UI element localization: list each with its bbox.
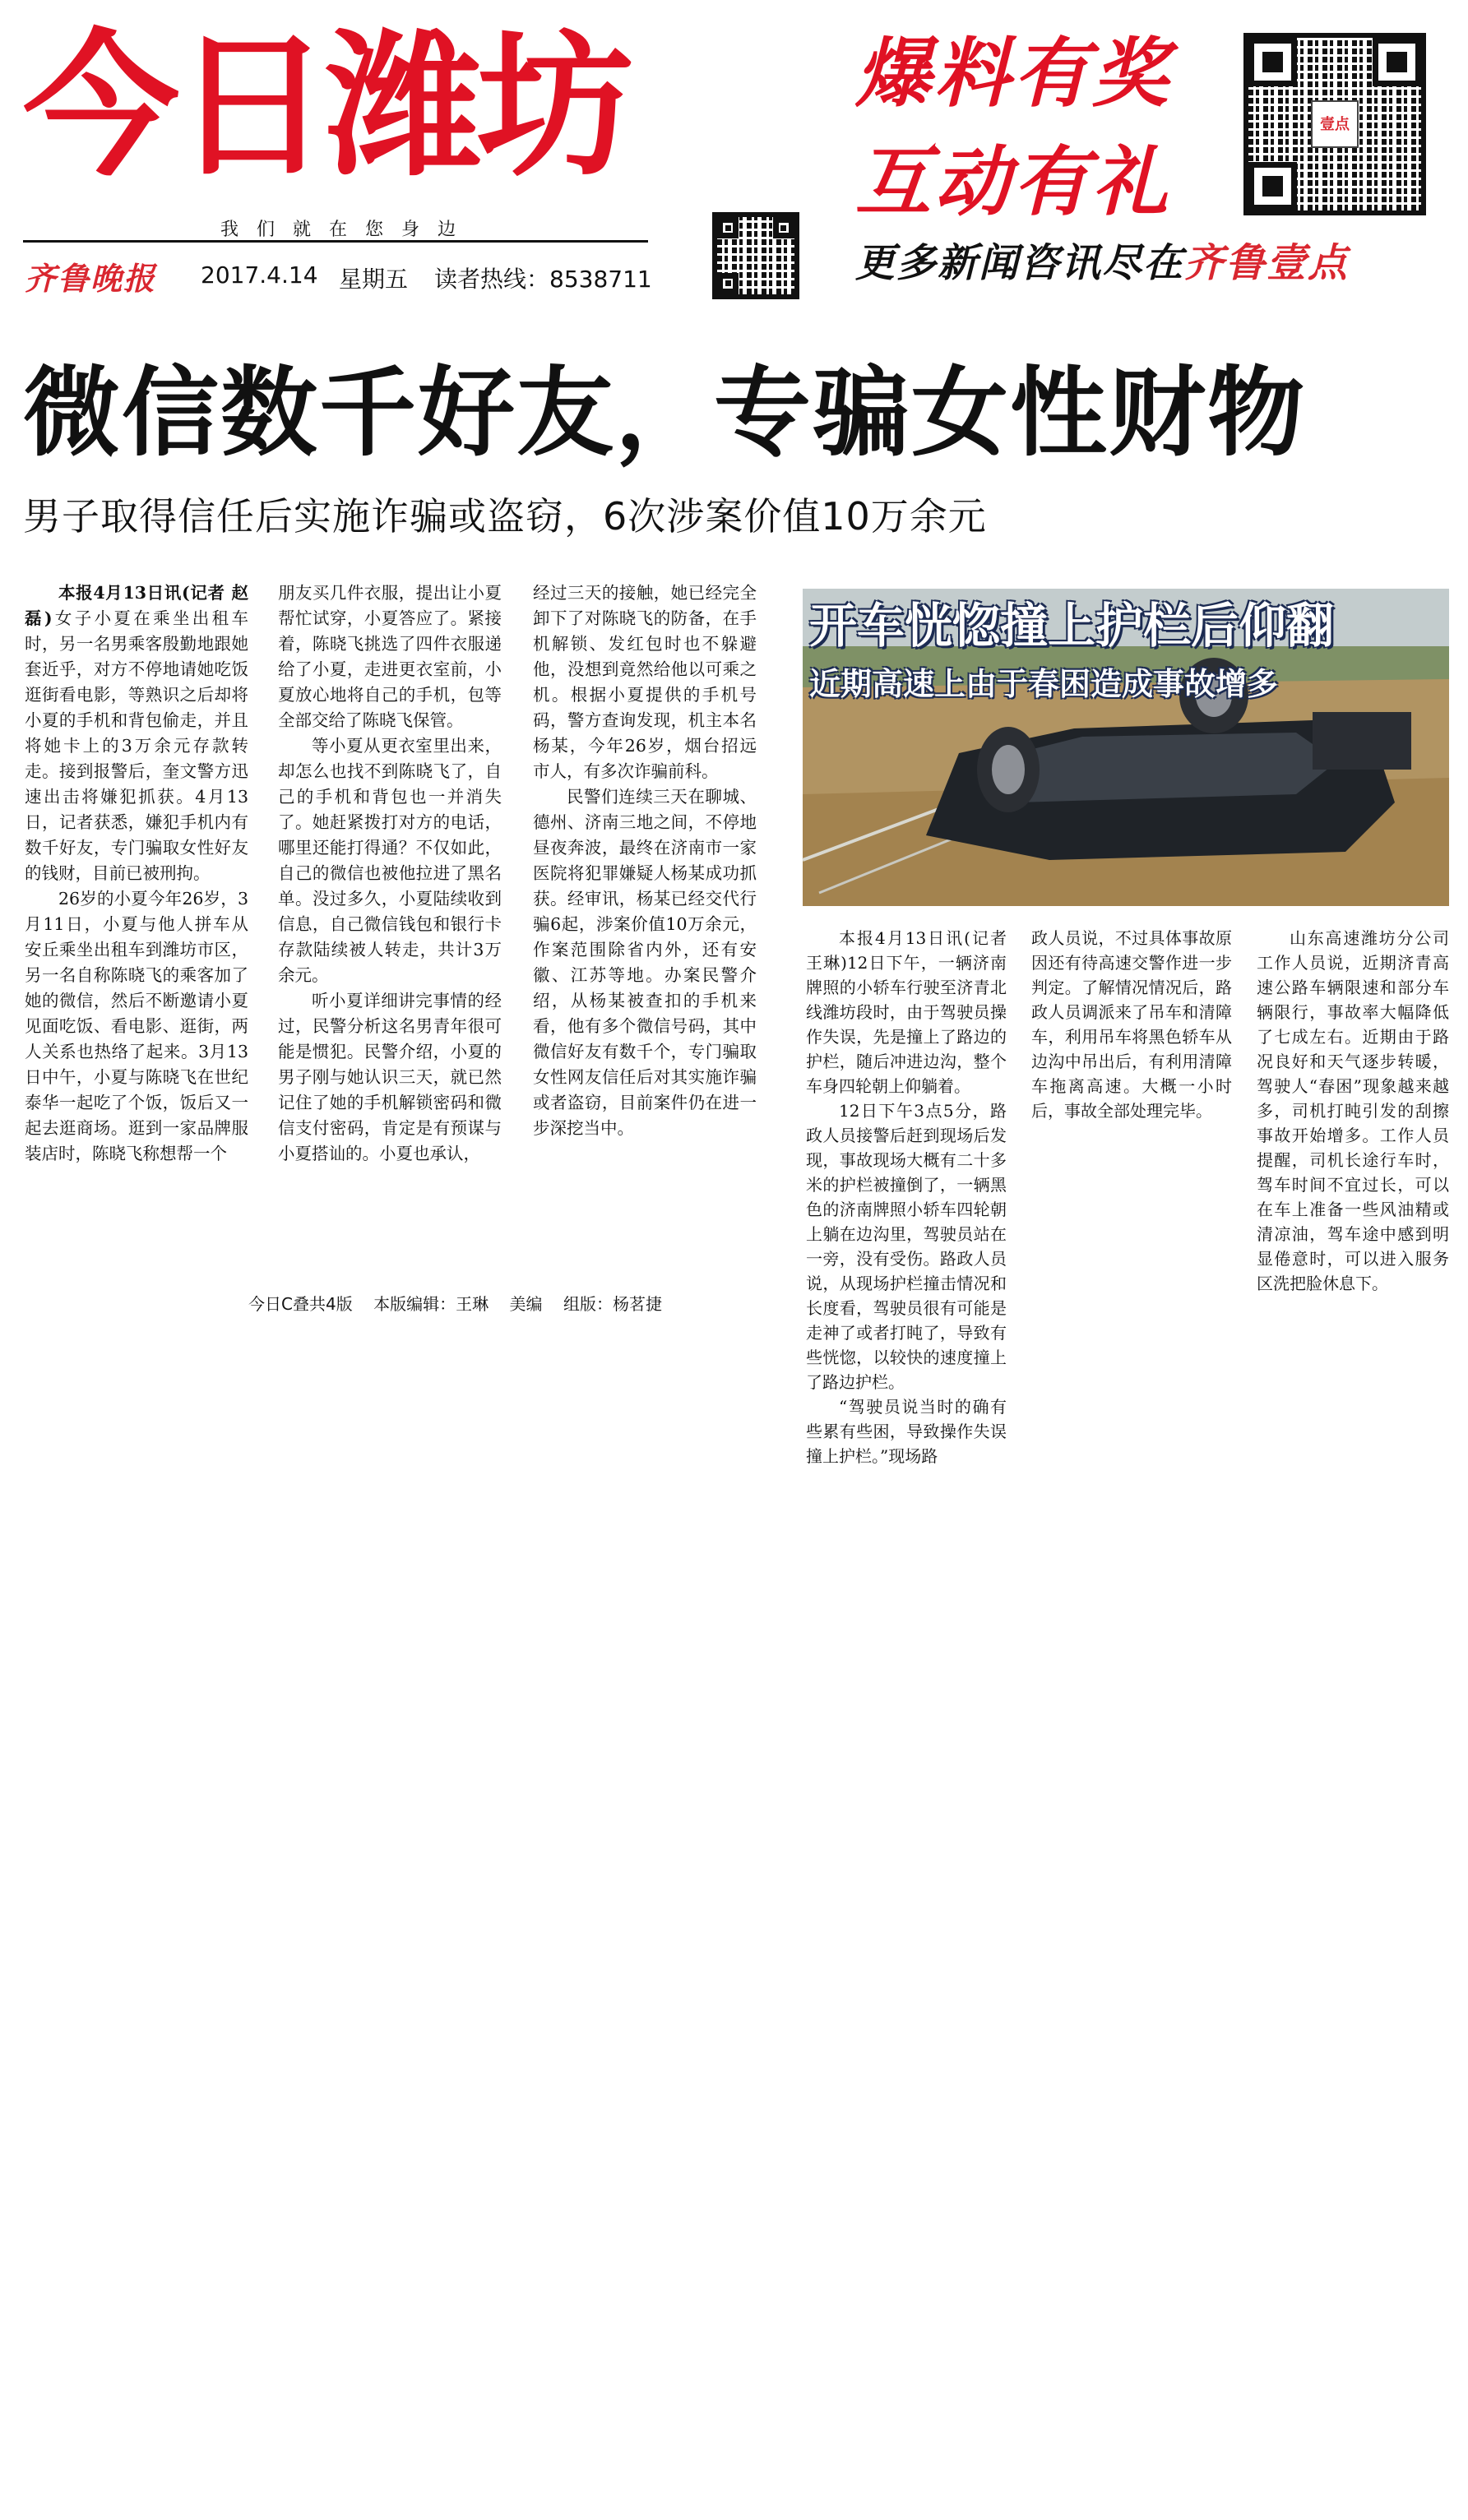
article-paragraph: 等小夏从更衣室里出来，却怎么也找不到陈晓飞了，自己的手机和背包也一并消失了。她赶紧拨打对方的电话，哪里还能打得通？不仅如此，自己的微信也被他拉进了黑名单。没过多久，小夏陆续收到信息，自己微信钱包和银行卡存款陆续被人转走，共计3万余元。 — [278, 736, 502, 985]
issue-date: 2017.4.14 — [201, 261, 318, 289]
promo-line-reward: 爆料有奖 — [855, 30, 1172, 118]
reader-hotline: 读者热线：8538711 — [434, 266, 652, 293]
dateline: 本报4月13日讯(记者 赵磊) — [25, 583, 248, 628]
paper-name-logo: 齐鲁晚报 — [25, 260, 157, 297]
article2-column-2 — [1031, 926, 1232, 1353]
qr-code-icon — [1243, 33, 1426, 215]
article-paragraph: 山东高速潍坊分公司工作人员说，近期济青高速公路车辆限速和部分车辆限行，事故率大幅降低了七成左右。近期由于路况良好和天气逐步转暖，驾驶人“春困”现象越来越多，司机打盹引发的刮擦事故开始增多。工作人员提醒，司机长途行车时，驾车时间不宜过长，可以在车上准备一些风油精或清凉油，驾车途中感到明显倦意时，可以进入服务区洗把脸休息下。 — [1257, 928, 1449, 1293]
photo-title: 开车恍惚撞上护栏后仰翻 — [809, 598, 1335, 654]
masthead-slogan: 我们就在您身边 — [220, 220, 475, 240]
promo-app-brand: 齐鲁壹点 — [1184, 240, 1350, 286]
article-paragraph: 经过三天的接触，她已经完全卸下了对陈晓飞的防备，在手机解锁、发红包时也不躲避他，没想到竟然给他以可乘之机。根据小夏提供的手机号码，警方查询发现，机主本名杨某，今年26岁，烟台招远市人，有多次诈骗前科。 — [533, 583, 757, 781]
article-column-1 — [25, 580, 248, 1830]
article-paragraph: 朋友买几件衣服，提出让小夏帮忙试穿，小夏答应了。紧接着，陈晓飞挑选了四件衣服递给了小夏，走进更衣室前，小夏放心地将自己的手机，包等全部交给了陈晓飞保管。 — [278, 583, 502, 730]
article2-column-3 — [1257, 926, 1449, 1353]
article-column-2 — [278, 580, 502, 1830]
article-paragraph: “驾驶员说当时的确有些累有些困，导致操作失误撞上护栏。”现场路 — [806, 1397, 1007, 1466]
photo-subtitle: 近期高速上由于春困造成事故增多 — [809, 666, 1279, 702]
article-column-3 — [533, 580, 757, 1830]
promo-line-app — [855, 238, 1349, 288]
page-credits: 今日C叠共4版 本版编辑：王琳 美编 组版：杨茗捷 — [248, 1294, 662, 1314]
article-paragraph: 26岁的小夏今年26岁，3月11日，小夏与他人拼车从安丘乘坐出租车到潍坊市区，另一名自称陈晓飞的乘客加了她的微信，然后不断邀请小夏见面吃饭、看电影、逛街，两人关系也热络了起来。3月13日中午，小夏与陈晓飞在世纪泰华一起吃了个饭，饭后又一起去逛商场。逛到一家品牌服装店时，陈晓飞称想帮一个 — [25, 889, 248, 1163]
subheadline: 男子取得信任后实施诈骗或盗窃，6次涉案价值10万余元 — [23, 494, 987, 539]
article-paragraph: 政人员说，不过具体事故原因还有待高速交警作进一步判定。了解情况情况后，路政人员调派来了吊车和清障车，利用吊车将黑色轿车从边沟中吊出后，有利用清障车拖离高速。大概一小时后，事故全部处理完毕。 — [1031, 928, 1232, 1121]
qr-code-icon — [712, 212, 799, 299]
qr-badge: 壹点 — [1311, 100, 1359, 149]
masthead-title: 今日潍坊 — [23, 16, 629, 197]
headline: 微信数千好友，专骗女性财物 — [23, 356, 1307, 469]
promo-app-text: 更多新闻咨讯尽在 — [855, 240, 1185, 286]
article-paragraph: 民警们连续三天在聊城、德州、济南三地之间，不停地昼夜奔波，最终在济南市一家医院将犯罪嫌疑人杨某成功抓获。经审讯，杨某已经交代行骗6起，涉案价值10万余元，作案范围除省内外，还有安徽、江苏等地。办案民警介绍，从杨某被查扣的手机来看，他有多个微信号码，其中微信好友有数千个，专门骗取女性网友信任后对其实施诈骗或者盗窃，目前案件仍在进一步深挖当中。 — [533, 787, 757, 1138]
article-paragraph: 听小夏详细讲完事情的经过，民警分析这名男青年很可能是惯犯。民警介绍，小夏的男子刚与她认识三天，就已然记住了她的手机解锁密码和微信支付密码，肯定是有预谋与小夏搭讪的。小夏也承认， — [278, 991, 502, 1163]
paragraph-text: 女子小夏在乘坐出租车时，另一名男乘客殷勤地跟她套近乎，对方不停地请她吃饭逛街看电影，等熟识之后却将小夏的手机和背包偷走，并且将她卡上的3万余元存款转走。接到报警后，奎文警方迅速出击将嫌犯抓获。4月13日，记者获悉，嫌犯手机内有数千好友，专门骗取女性好友的钱财，目前已被刑拘。 — [25, 608, 248, 883]
masthead-divider — [23, 240, 648, 243]
article-paragraph — [25, 580, 248, 886]
article2-column-1 — [806, 926, 1007, 1466]
article-paragraph: 12日下午3点5分，路政人员接警后赶到现场后发现，事故现场大概有二十多米的护栏被撞倒了，一辆黑色的济南牌照小轿车四轮朝上躺在边沟里，驾驶员站在一旁，没有受伤。路政人员说，从现场护栏撞击情况和长度看，驾驶员很有可能是走神了或者打盹了，导致有些恍惚，以较快的速度撞上了路边护栏。 — [806, 1101, 1007, 1392]
issue-weekday: 星期五 — [339, 266, 409, 293]
article-paragraph: 本报4月13日讯(记者 王琳)12日下午，一辆济南牌照的小轿车行驶至济青北线潍坊段时，由于驾驶员操作失误，先是撞上了路边的护栏，随后冲进边沟，整个车身四轮朝上仰躺着。 — [806, 928, 1007, 1096]
promo-line-gift: 互动有礼 — [855, 138, 1172, 226]
